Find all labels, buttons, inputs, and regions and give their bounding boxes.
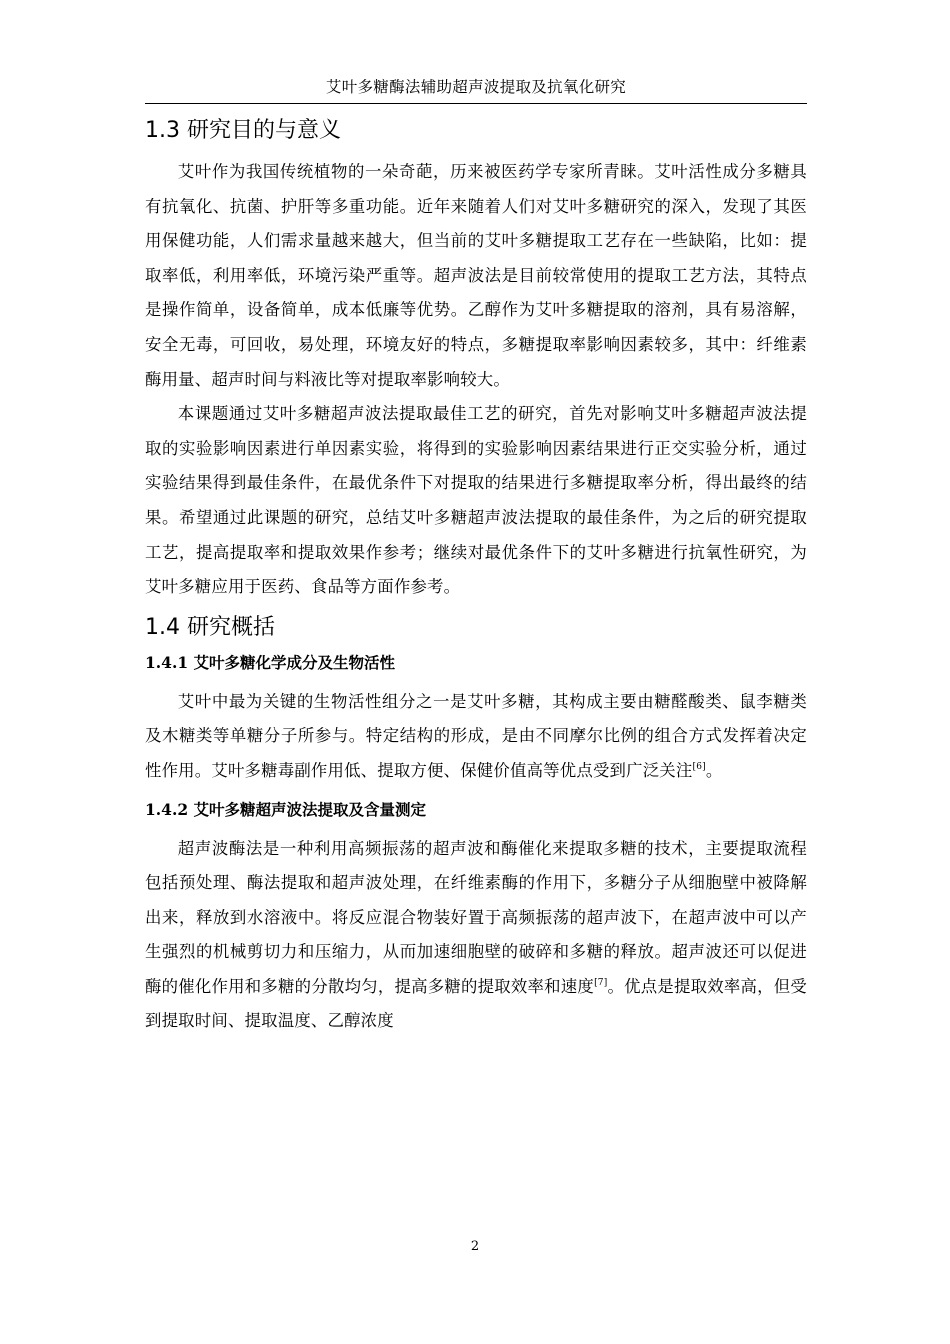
paragraph-1-3-a: 艾叶作为我国传统植物的一朵奇葩，历来被医药学专家所青睐。艾叶活性成分多糖具有抗氧化、抗菌、护肝等多重功能。近年来随着人们对艾叶多糖研究的深入，发现了其医用保健功能，人们需求量越来越大，但当前的艾叶多糖提取工艺存在一些缺陷，比如：提取率低，利用率低，环境污染严重等。超声波法是目前较常使用的提取工艺方法，其特点是操作简单，设备简单，成本低廉等优势。乙醇作为艾叶多糖提取的溶剂，具有易溶解，安全无毒，可回收，易处理，环境友好的特点，多糖提取率影响因素较多，其中：纤维素酶用量、超声时间与料液比等对提取率影响较大。	[145, 162, 807, 389]
citation-7: [7]	[594, 977, 608, 988]
paragraph-1-4-1-text: 艾叶中最为关键的生物活性组分之一是艾叶多糖，其构成主要由糖醛酸类、鼠李糖类及木糖类等单糖分子所参与。特定结构的形成，是由不同摩尔比例的组合方式发挥着决定性作用。艾叶多糖毒副作用低、提取方便、保健价值高等优点受到广泛关注	[145, 691, 807, 780]
subsection-heading-1-4-2: 1.4.2 艾叶多糖超声波法提取及含量测定	[145, 799, 427, 819]
page-number: 2	[470, 1239, 480, 1254]
paragraph-1-4-1-end: 。	[705, 760, 723, 780]
paragraph-1-4-2-end: 。优点是提取效率高，但受到提取时间、提取温度、乙醇浓度	[145, 976, 807, 1031]
section-heading-1-4: 1.4 研究概括	[145, 614, 275, 640]
header-divider	[145, 103, 807, 104]
subsection-heading-1-4-1: 1.4.1 艾叶多糖化学成分及生物活性	[145, 652, 396, 672]
page-body	[145, 112, 807, 1039]
section-heading-1-3: 1.3 研究目的与意义	[145, 118, 341, 143]
citation-6: [6]	[692, 761, 706, 772]
paragraph-1-4-1	[145, 685, 807, 789]
paragraph-1-4-2-text: 超声波酶法是一种利用高频振荡的超声波和酶催化来提取多糖的技术，主要提取流程包括预处理、酶法提取和超声波处理，在纤维素酶的作用下，多糖分子从细胞壁中被降解出来，释放到水溶液中。将反应混合物装好置于高频振荡的超声波下，在超声波中可以产生强烈的机械剪切力和压缩力，从而加速细胞壁的破碎和多糖的释放。超声波还可以促进酶的催化作用和多糖的分散均匀，提高多糖的提取效率和速度	[145, 838, 807, 996]
paragraph-1-3-b: 本课题通过艾叶多糖超声波法提取最佳工艺的研究，首先对影响艾叶多糖超声波法提取的实验影响因素进行单因素实验，将得到的实验影响因素结果进行正交实验分析，通过实验结果得到最佳条件，在最优条件下对提取的结果进行多糖提取率分析，得出最终的结果。希望通过此课题的研究，总结艾叶多糖超声波法提取的最佳条件，为之后的研究提取工艺，提高提取率和提取效果作参考；继续对最优条件下的艾叶多糖进行抗氧性研究，为艾叶多糖应用于医药、食品等方面作参考。	[145, 404, 807, 597]
running-header: 艾叶多糖酶法辅助超声波提取及抗氧化研究	[325, 78, 627, 96]
paragraph-1-4-2	[145, 832, 807, 1040]
